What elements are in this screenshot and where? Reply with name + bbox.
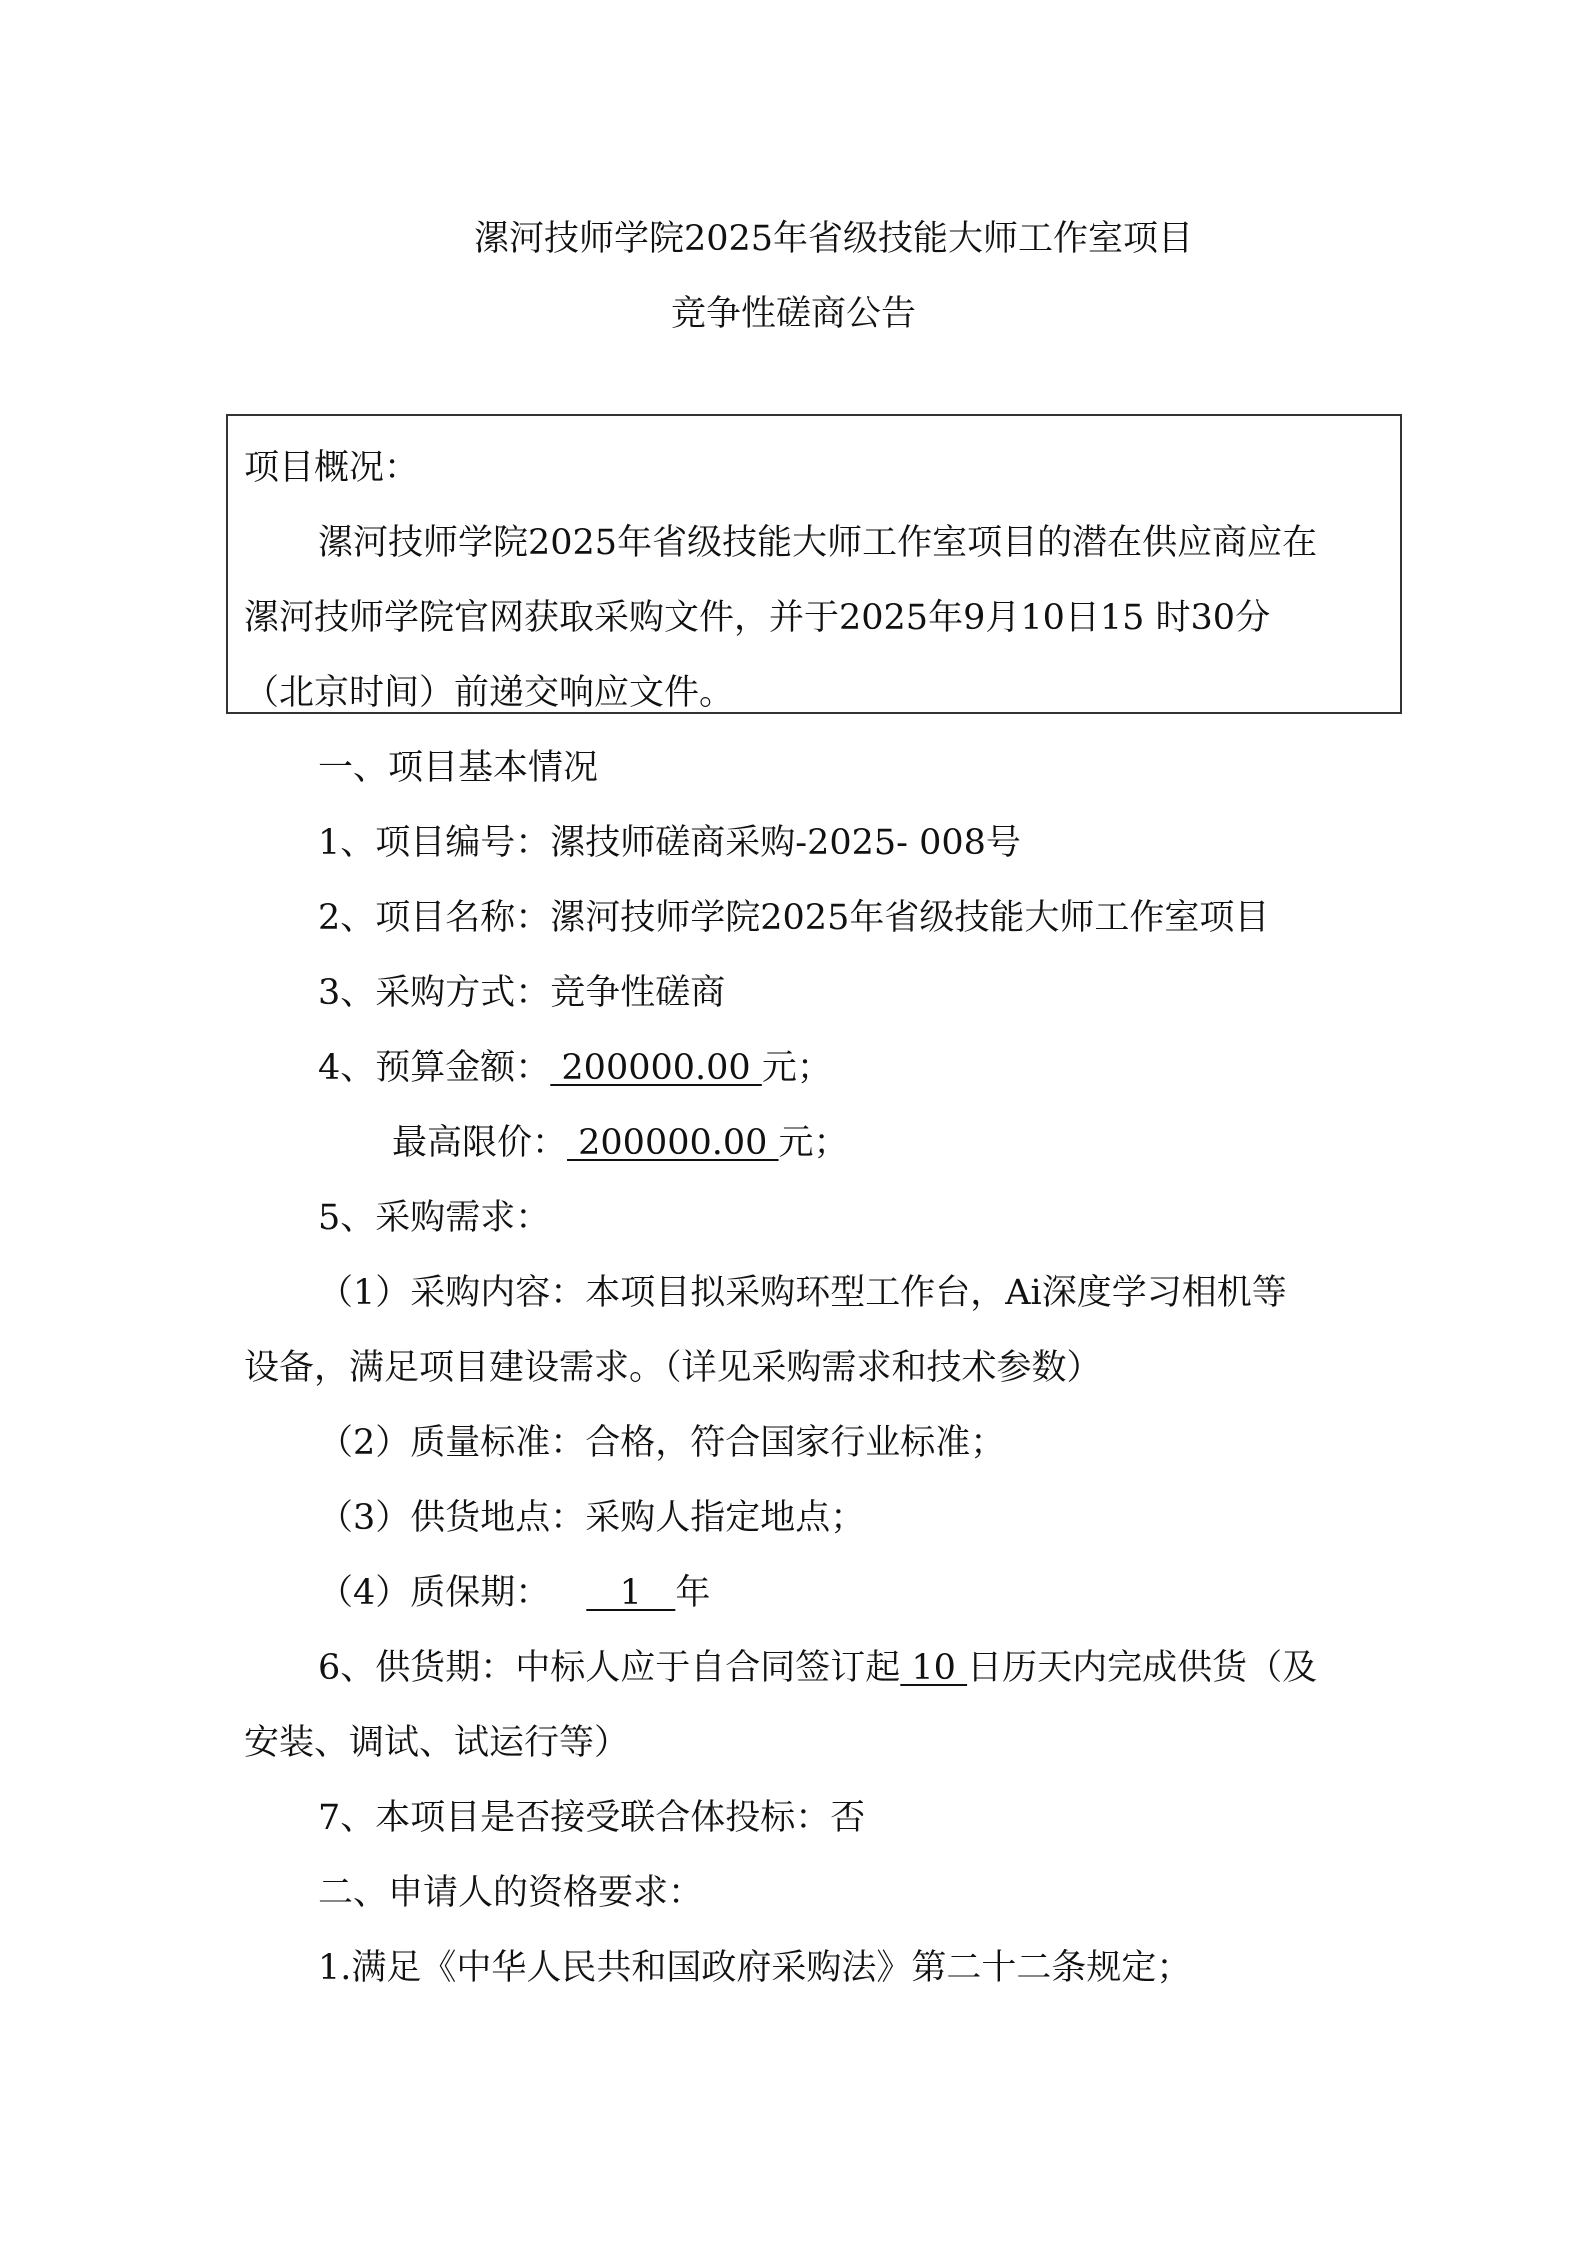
qualification-requirement-1: 1.满足《中华人民共和国政府采购法》第二十二条规定； xyxy=(318,1948,1192,1988)
quality-standard: （2）质量标准：合格，符合国家行业标准； xyxy=(318,1423,1006,1463)
warranty-period-label: （4）质保期： xyxy=(318,1573,551,1613)
budget-amount-label: 4、预算金额： xyxy=(318,1048,551,1088)
max-price-label: 最高限价： xyxy=(392,1123,568,1163)
delivery-location: （3）供货地点：采购人指定地点； xyxy=(318,1498,866,1538)
max-price-value: 200000.00 xyxy=(567,1123,779,1163)
procurement-requirements-heading: 5、采购需求： xyxy=(318,1198,551,1238)
requirement-content-line-1: （1）采购内容：本项目拟采购环型工作台，Ai深度学习相机等 xyxy=(318,1273,1287,1313)
delivery-period-prefix: 6、供货期：中标人应于自合同签订起 xyxy=(318,1648,901,1688)
section-1-heading: 一、项目基本情况 xyxy=(318,748,599,788)
max-price xyxy=(392,1123,849,1163)
procurement-method: 3、采购方式：竞争性磋商 xyxy=(318,973,726,1013)
project-name: 2、项目名称：漯河技师学院2025年省级技能大师工作室项目 xyxy=(318,898,1270,938)
document-title-line-1: 漯河技师学院2025年省级技能大师工作室项目 xyxy=(473,219,1194,259)
delivery-period-value: 10 xyxy=(900,1648,968,1688)
budget-amount-value: 200000.00 xyxy=(550,1048,762,1088)
delivery-period-suffix: 日历天内完成供货（及 xyxy=(967,1648,1318,1688)
warranty-period-value: 1 xyxy=(586,1573,676,1613)
delivery-period xyxy=(318,1648,1317,1688)
overview-text-line-2: 漯河技师学院官网获取采购文件，并于2025年9月10日15 时30分 xyxy=(244,598,1271,638)
section-2-heading: 二、申请人的资格要求： xyxy=(318,1873,704,1913)
delivery-period-line-2: 安装、调试、试运行等） xyxy=(244,1723,630,1763)
document-title-line-2: 竞争性磋商公告 xyxy=(670,294,916,334)
warranty-period xyxy=(318,1573,710,1613)
project-number: 1、项目编号：漯技师磋商采购-2025- 008号 xyxy=(318,823,1021,863)
overview-text-line-3: （北京时间）前递交响应文件。 xyxy=(244,673,735,713)
overview-heading: 项目概况： xyxy=(244,448,420,488)
requirement-content-line-2: 设备，满足项目建设需求。（详见采购需求和技术参数） xyxy=(244,1348,1102,1388)
max-price-unit: 元； xyxy=(778,1123,849,1163)
warranty-period-unit: 年 xyxy=(675,1573,711,1613)
budget-amount-unit: 元； xyxy=(761,1048,832,1088)
budget-amount xyxy=(318,1048,832,1088)
overview-text-line-1: 漯河技师学院2025年省级技能大师工作室项目的潜在供应商应在 xyxy=(318,523,1318,563)
consortium-bidding: 7、本项目是否接受联合体投标：否 xyxy=(318,1798,866,1838)
